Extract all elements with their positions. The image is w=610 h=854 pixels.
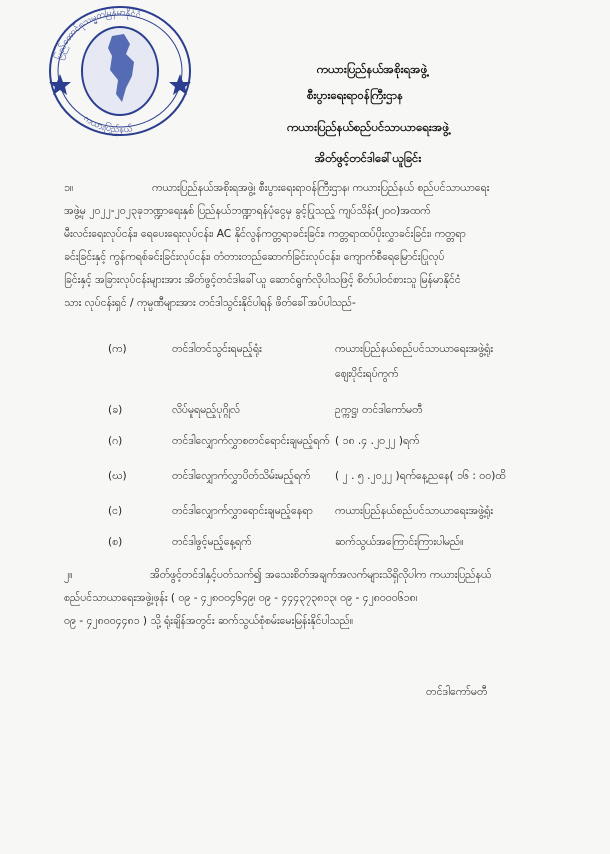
item-value: ( ၂ . ၅ .၂၀၂၂ )ရက်နေ့ညနေ( ၁၆ : ၀၀)ထိ bbox=[335, 470, 506, 482]
paragraph-line: အဖွဲ့မှ ၂၀၂၂-၂၀၂၃ခုဘဏ္ဍာရေးနှစ် ပြည်နယ်ဘဏ္ဍာရန်ပုံငွေမှ ခွင့်ပြုသည့် ကျပ်သိန်း(၂၀၀)အထက် bbox=[64, 205, 431, 217]
list-item bbox=[0, 470, 610, 490]
seal-ring-text-bottom: ကယားပြည်နယ် bbox=[81, 113, 134, 136]
item-label: (စ) bbox=[108, 536, 123, 548]
government-seal bbox=[46, 4, 194, 138]
list-item bbox=[0, 343, 610, 380]
item-label: (င) bbox=[108, 505, 123, 517]
header-ministry: စီးပွားရေးရာဝန်ကြီးဌာန bbox=[306, 88, 404, 102]
paragraph-2 bbox=[64, 564, 584, 633]
signature-committee: တင်ဒါကော်မတီ bbox=[426, 685, 488, 698]
item-text: တင်ဒါလျှောက်လွှာစတင်ရောင်းချမည့်ရက် bbox=[172, 435, 330, 447]
paragraph-line: အိတ်ဖွင့်တင်ဒါနှင့်ပတ်သက်၍ အသေးစိတ်အချက်အလက်များသိရှိလိုပါက ကယားပြည်နယ် bbox=[150, 569, 492, 581]
document-title: အိတ်ဖွင့်တင်ဒါခေါ်ယူခြင်း bbox=[314, 151, 422, 165]
header-committee: ကယားပြည်နယ်စည်ပင်သာယာရေးအဖွဲ့ bbox=[287, 120, 449, 134]
item-label: (ခ) bbox=[108, 404, 123, 416]
list-item bbox=[0, 536, 610, 556]
paragraph-line: ကယားပြည်နယ်အစိုးရအဖွဲ့၊ စီးပွားရေးရာဝန်ကြီးဌာန၊ ကယားပြည်နယ် စည်ပင်သာယာရေး bbox=[152, 182, 490, 194]
item-value: ကယားပြည်နယ်စည်ပင်သာယာရေးအဖွဲ့ရုံး bbox=[335, 343, 493, 355]
item-value: ကယားပြည်နယ်စည်ပင်သာယာရေးအဖွဲ့ရုံး bbox=[335, 505, 493, 517]
item-value: ဆက်သွယ်အကြောင်းကြားပါမည်။ bbox=[335, 536, 464, 548]
header-government: ကယားပြည်နယ်အစိုးရအဖွဲ့ bbox=[316, 62, 428, 76]
list-item bbox=[0, 505, 610, 525]
paragraph-line: ၀၉ - ၄၂၈၀၀၄၄၈၁ ) သို့ ရုံးချိန်အတွင်း ဆက်သွယ်စုံစမ်းမေးမြန်းနိုင်ပါသည်။ bbox=[64, 615, 354, 627]
item-text: တင်ဒါတင်သွင်းရမည့်ရုံး bbox=[172, 343, 262, 355]
paragraph-1 bbox=[64, 177, 574, 315]
paragraph-line: ခြင်းနှင့် အခြားလုပ်ငန်းများအား အိတ်ဖွင့်တင်ဒါခေါ်ယူ ဆောင်ရွက်လိုပါသဖြင့် စိတ်ပါဝင်စားသူ မြန်မာနိုင်ငံ bbox=[64, 274, 461, 286]
paragraph-line: မီးလင်းရေးလုပ်ငန်း၊ ရေပေးရေးလုပ်ငန်း၊ AC နိုင်လွန်ကတ္တရာခင်းခြင်း၊ ကတ္တရာထပ်ပိုးလွှာခင်းခြင်း၊ ကတ္တရာ bbox=[64, 228, 466, 240]
item-label: (ဂ) bbox=[108, 435, 123, 447]
item-value: ( ၁၈ .၄ .၂၀၂၂ )ရက် bbox=[335, 435, 420, 447]
paragraph-number: ၂။ bbox=[64, 569, 73, 581]
item-text: လိပ်မူရမည့်ပုဂ္ဂိုလ် bbox=[172, 404, 240, 416]
paragraph-number: ၁။ bbox=[64, 182, 74, 194]
paragraph-line: စည်ပင်သာယာရေးအဖွဲ့၊ဖုန်း ( ၀၉ - ၄၂၈၀၀၄၆၄၉၊ ၀၉ - ၄၄၄၃၇၃၈၁၃၊ ၀၉ - ၄၂၈၀၀၀၆၁၈၊ bbox=[64, 592, 418, 604]
item-text: တင်ဒါလျှောက်လွှာပိတ်သိမ်းမည့်ရက် bbox=[172, 470, 311, 482]
item-value-continued: ဈေးပိုင်းရပ်ကွက် bbox=[335, 368, 399, 380]
item-label: (ဃ) bbox=[108, 470, 127, 482]
item-text: တင်ဒါဖွင့်မည့်နေ့ရက် bbox=[172, 536, 252, 548]
svg-text:ကယားပြည်နယ် bbox=[81, 113, 133, 136]
paragraph-line: သား လုပ်ငန်းရှင် / ကုမ္ပဏီများအား တင်ဒါသွင်းနိုင်ပါရန် ဖိတ်ခေါ်အပ်ပါသည်- bbox=[64, 297, 356, 309]
item-label: (က) bbox=[108, 343, 127, 355]
item-text: တင်ဒါလျှောက်လွှာရောင်းချမည့်နေရာ bbox=[172, 505, 313, 517]
paragraph-line: ခင်းခြင်းနှင့် ကွန်ကရစ်ခင်းခြင်းလုပ်ငန်း၊ တံတားတည်ဆောက်ခြင်းလုပ်ငန်း၊ ကျောက်စီရေမြောင်းပြုလုပ် bbox=[64, 251, 445, 263]
seal-ring-text-top: ပြည်ထောင်စုသမ္မတမြန်မာနိုင်ငံ bbox=[54, 7, 142, 61]
list-item bbox=[0, 435, 610, 455]
list-item bbox=[0, 404, 610, 424]
star-icon bbox=[49, 74, 71, 95]
item-value: ဥက္ကဋ္ဌ၊ တင်ဒါကော်မတီ bbox=[335, 404, 423, 416]
star-icon bbox=[169, 74, 191, 95]
